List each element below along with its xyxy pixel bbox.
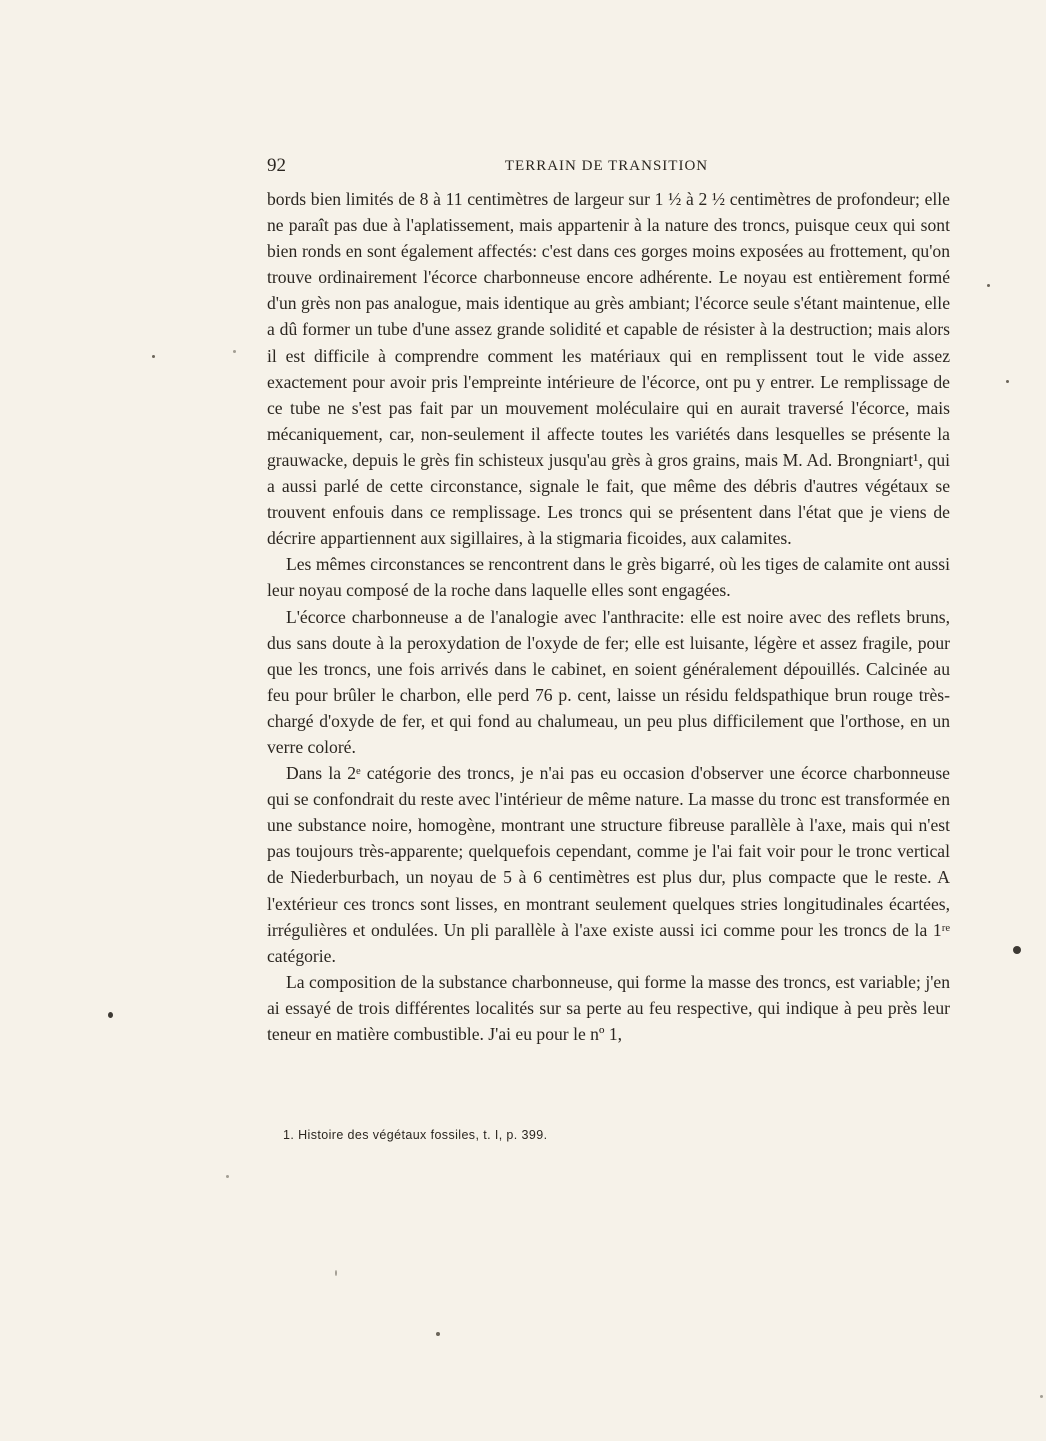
running-title: TERRAIN DE TRANSITION: [504, 158, 709, 174]
page-number: 92: [267, 155, 286, 176]
scan-speck: [1040, 1395, 1043, 1398]
paragraph: La composition de la substance charbonneuse, qui forme la masse des troncs, est variable; j'en ai essayé de trois différentes localités sur sa perte au feu respective, qui indique à peu près leur teneur en matière combustible. J'ai eu pour le nº 1,: [267, 971, 950, 1044]
scan-speck: [436, 1332, 440, 1336]
scan-speck: [152, 355, 155, 358]
scan-speck: [1013, 946, 1021, 954]
scan-speck: [226, 1175, 229, 1178]
body-text: [267, 186, 950, 1047]
paragraph: L'écorce charbonneuse a de l'analogie avec l'anthracite: elle est noire avec des reflets bruns, dus sans doute à la peroxydation de l'oxyde de fer; elle est luisante, légère et assez fragile, pour que les troncs, une fois arrivés dans le cabinet, en soient généralement dépouillés. Calcinée au feu pour brûler le charbon, elle perd 76 p. cent, laisse un résidu feldspathique brun rouge très-chargé d'oxyde de fer, et qui fond au chalumeau, un peu plus difficilement que l'orthose, en un verre coloré.: [267, 606, 950, 757]
footnote: 1. Histoire des végétaux fossiles, t. I, p. 399.: [283, 1128, 548, 1142]
paragraph: Les mêmes circonstances se rencontrent dans le grès bigarré, où les tiges de calamite ont aussi leur noyau composé de la roche dans laquelle elles sont engagées.: [267, 554, 950, 601]
scan-speck: [1006, 380, 1009, 383]
scan-speck: [108, 1012, 113, 1018]
paragraph-continued: bords bien limités de 8 à 11 centimètres de largeur sur 1 ½ à 2 ½ centimètres de profondeur; elle ne paraît pas due à l'aplatissement, mais appartenir à la nature des troncs, puisque ceux qui sont bien ronds en sont également affectés: c'est dans ces gorges moins exposées au frottement, qu'on trouve ordinairement l'écorce charbonneuse encore adhérente. Le noyau est entièrement formé d'un grès non pas analogue, mais identique au grès ambiant; l'écorce seule s'étant maintenue, elle a dû former un tube d'une assez grande solidité et capable de résister à la destruction; mais alors il est difficile à comprendre comment les matériaux qui en remplissent tout le vide assez exactement pour avoir pris l'empreinte intérieure de l'écorce, ont pu y entrer. Le remplissage de ce tube ne s'est pas fait par un mouvement moléculaire qui en aurait traversé l'écorce, mais mécaniquement, car, non-seulement il affecte toutes les variétés dans lesquelles se présente la grauwacke, depuis le grès fin schisteux jusqu'au grès à gros grains, mais M. Ad. Brongniart¹, qui a aussi parlé de cette circonstance, signale le fait, que même des débris d'autres végétaux se trouvent enfouis dans ce remplissage. Les troncs qui se présentent dans l'état que je viens de décrire appartiennent aux sigillaires, à la stigmaria ficoides, aux calamites.: [267, 189, 950, 549]
running-head: [267, 155, 950, 181]
scan-speck: [233, 350, 236, 353]
paragraph: Dans la 2ᵉ catégorie des troncs, je n'ai pas eu occasion d'observer une écorce charbonneuse qui se confondrait du reste avec l'intérieur de même nature. La masse du tronc est transformée en une substance noire, homogène, montrant une structure fibreuse parallèle à l'axe, mais qui n'est pas toujours très-apparente; quelquefois cependant, comme je l'ai fait voir pour le tronc vertical de Niederburbach, un noyau de 5 à 6 centimètres est plus dur, plus compacte que le reste. A l'extérieur ces troncs sont lisses, en montrant seulement quelques stries longitudinales écartées, irrégulières et ondulées. Un pli parallèle à l'axe existe aussi ici comme pour les troncs de la 1ʳᵉ catégorie.: [267, 763, 950, 966]
scan-speck: [987, 284, 990, 287]
scan-speck: [335, 1270, 337, 1276]
